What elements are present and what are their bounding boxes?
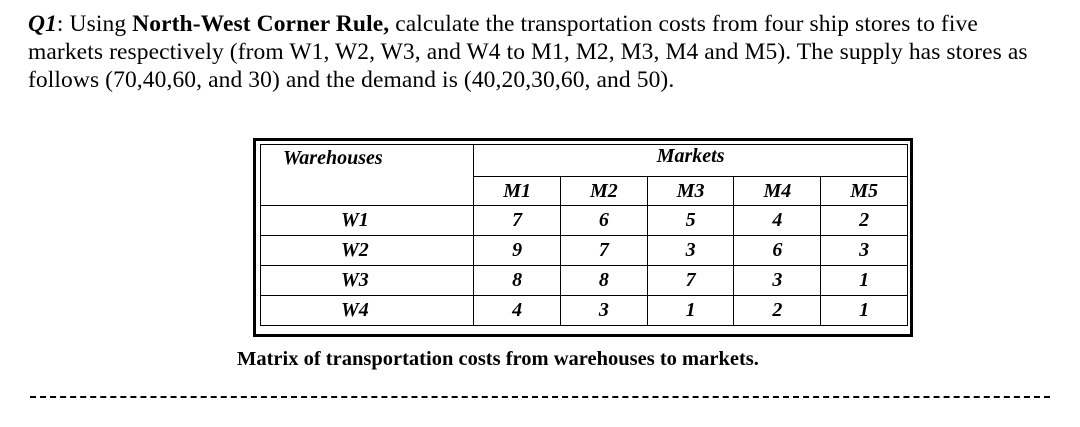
warehouses-header: Warehouses: [261, 145, 474, 206]
cost-matrix-table: [260, 144, 908, 326]
table-cell: 2: [821, 206, 908, 236]
table-cell: 3: [561, 296, 648, 326]
table-row: [261, 296, 908, 326]
table-cell: 1: [821, 296, 908, 326]
question-rule: North-West Corner Rule,: [132, 11, 390, 37]
table-header-row: [261, 145, 908, 177]
table-cell: 1: [821, 266, 908, 296]
table-cell: 1: [647, 296, 734, 326]
question-id-suffix: :: [56, 11, 64, 37]
dashed-separator: [30, 396, 1050, 398]
cost-matrix-frame: [253, 138, 913, 337]
table-cell: 3: [734, 266, 821, 296]
table-cell: 4: [474, 296, 561, 326]
column-header: M1: [474, 177, 561, 206]
column-header: M5: [821, 177, 908, 206]
row-label: W4: [261, 296, 474, 326]
table-cell: 3: [647, 236, 734, 266]
column-header: M3: [647, 177, 734, 206]
markets-header: Markets: [474, 145, 908, 177]
column-header: M2: [561, 177, 648, 206]
table-cell: 8: [561, 266, 648, 296]
table-row: [261, 266, 908, 296]
table-row: [261, 236, 908, 266]
column-header: M4: [734, 177, 821, 206]
row-label: W3: [261, 266, 474, 296]
table-cell: 6: [734, 236, 821, 266]
question-id: Q1: [28, 11, 57, 37]
row-label: W2: [261, 236, 474, 266]
row-label: W1: [261, 206, 474, 236]
question-body: calculate the transportation costs from four ship stores to five markets respectively (from W1, W2, W3, and W4 to M1, M2, M3, M4 and M5). The supply has stores as follows (70,40,60, and 30) and the demand is (40,20,30,60, and 50).: [28, 11, 1028, 93]
table-row: [261, 206, 908, 236]
table-cell: 6: [561, 206, 648, 236]
question-intro: Using: [63, 11, 133, 37]
table-caption: Matrix of transportation costs from warehouses to markets.: [237, 348, 759, 370]
table-cell: 8: [474, 266, 561, 296]
table-cell: 2: [734, 296, 821, 326]
table-cell: 5: [647, 206, 734, 236]
table-cell: 9: [474, 236, 561, 266]
table-cell: 3: [821, 236, 908, 266]
table-cell: 7: [474, 206, 561, 236]
table-cell: 7: [647, 266, 734, 296]
question-text: [28, 10, 1058, 94]
table-cell: 7: [561, 236, 648, 266]
table-cell: 4: [734, 206, 821, 236]
